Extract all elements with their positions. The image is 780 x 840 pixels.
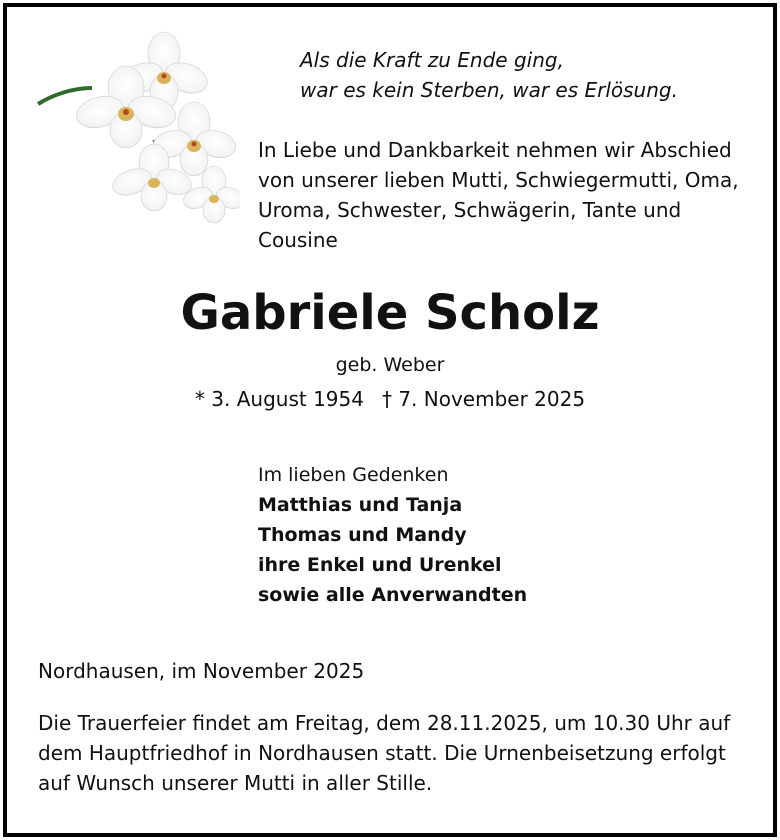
mourner-name: sowie alle Anverwandten [258,584,528,606]
ceremony-notice [38,708,730,798]
intro-line: Cousine [258,228,338,252]
intro-line: Uroma, Schwester, Schwägerin, Tante und [258,198,682,222]
ceremony-line: dem Hauptfriedhof in Nordhausen statt. Die Urnenbeisetzung erfolgt [38,741,726,765]
farewell-intro [258,135,739,255]
maiden-name: geb. Weber [335,354,445,376]
ceremony-line: Die Trauerfeier findet am Freitag, dem 28.11.2025, um 10.30 Uhr auf [38,711,731,735]
verse-line: Als die Kraft zu Ende ging, [300,48,564,72]
place-date: Nordhausen, im November 2025 [38,659,365,683]
orchid-image [34,30,240,226]
life-dates [0,385,780,413]
death-date: † 7. November 2025 [381,387,586,411]
verse-line: war es kein Sterben, war es Erlösung. [300,78,678,102]
mourner-name: Matthias und Tanja [258,494,463,516]
birth-date: * 3. August 1954 [194,387,364,411]
mourner-name: Thomas und Mandy [258,524,467,546]
intro-line: In Liebe und Dankbarkeit nehmen wir Abschied [258,138,732,162]
verse [300,45,678,105]
ceremony-line: auf Wunsch unserer Mutti in aller Stille. [38,771,433,795]
deceased-name: Gabriele Scholz [180,285,600,341]
mourners-block [258,460,527,610]
mourner-name: ihre Enkel und Urenkel [258,554,502,576]
intro-line: von unserer lieben Mutti, Schwiegermutti, Oma, [258,168,739,192]
mourners-lead: Im lieben Gedenken [258,464,449,486]
